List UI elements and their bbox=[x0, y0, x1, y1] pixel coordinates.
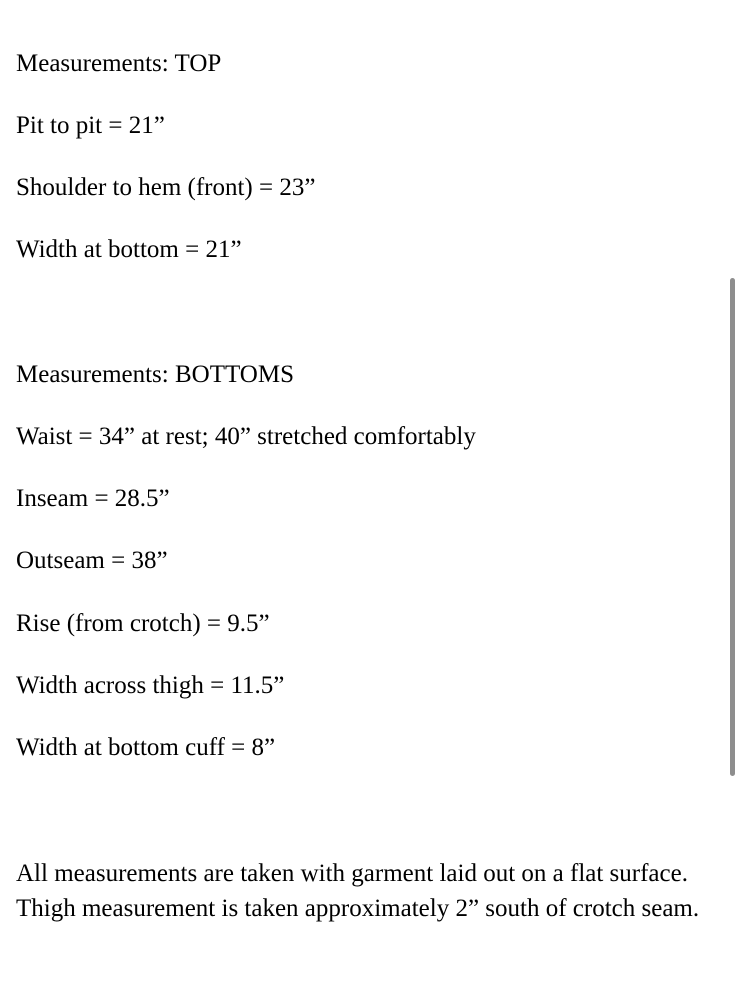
bottoms-item-cuff-width: Width at bottom cuff = 8” bbox=[16, 734, 276, 761]
bottoms-item-rise: Rise (from crotch) = 9.5” bbox=[16, 610, 270, 637]
top-item-width-at-bottom: Width at bottom = 21” bbox=[16, 236, 242, 263]
bottoms-item-waist: Waist = 34” at rest; 40” stretched comfortably bbox=[16, 423, 476, 450]
bottoms-item-thigh-width: Width across thigh = 11.5” bbox=[16, 672, 285, 699]
top-item-pit-to-pit: Pit to pit = 21” bbox=[16, 112, 165, 139]
bottoms-item-outseam: Outseam = 38” bbox=[16, 547, 168, 574]
top-item-shoulder-to-hem: Shoulder to hem (front) = 23” bbox=[16, 174, 316, 201]
bottoms-heading: Measurements: BOTTOMS bbox=[16, 361, 294, 388]
bottoms-item-inseam: Inseam = 28.5” bbox=[16, 485, 170, 512]
measurement-note: All measurements are taken with garment laid out on a flat surface. Thigh measurement is taken approximately 2” south of crotch seam. bbox=[16, 860, 700, 922]
top-heading: Measurements: TOP bbox=[16, 50, 222, 77]
vertical-scrollbar[interactable] bbox=[730, 278, 735, 776]
